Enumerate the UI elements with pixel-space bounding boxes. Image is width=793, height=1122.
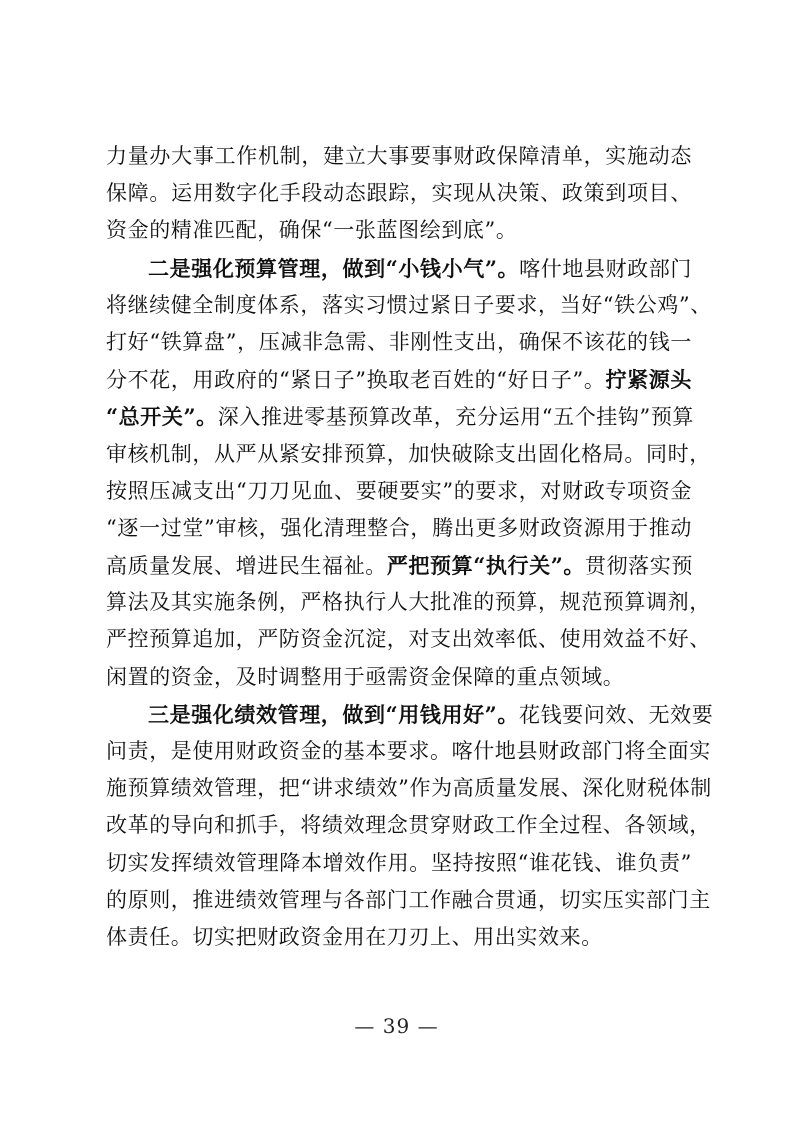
text-run: 按照压减支出“刀刀见血、要硬要实”的要求，对财政专项资金 [106,478,692,503]
text-run: 闲置的资金，及时调整用于亟需资金保障的重点领域。 [106,664,625,689]
text-line [106,733,711,770]
text-run: 算法及其实施条例，严格执行人大批准的预算，规范预算调剂， [106,590,711,615]
text-line [106,212,692,249]
text-line [106,919,692,956]
heading-run: “总开关”。 [106,404,218,430]
text-run: 分不花，用政府的“紧日子”换取老百姓的“好日子”。 [106,368,606,393]
text-run: 资金的精准匹配，确保“一张蓝图绘到底”。 [106,218,518,243]
text-run: 贯彻落实预 [584,554,693,579]
heading-run: 严把预算“执行关”。 [386,553,585,579]
text-run: 保障。运用数字化手段动态跟踪，实现从决策、政策到项目、 [106,181,692,206]
text-line [106,770,712,807]
text-line [106,361,692,398]
text-line [106,696,714,733]
text-run: 力量办大事工作机制，建立大事要事财政保障清单，实施动态 [106,144,692,168]
body-text [106,138,714,956]
text-run: “逐一过堂”审核，强化清理整合，腾出更多财政资源用于推动 [106,515,692,540]
text-run: 改革的导向和抓手，将绩效理念贯穿财政工作全过程、各领域， [106,813,711,838]
text-line [106,287,712,324]
text-line [106,138,692,175]
text-run: 切实发挥绩效管理降本增效作用。坚持按照“谁花钱、谁负责” [106,850,692,875]
text-line [106,882,711,919]
text-line [106,436,711,473]
paragraph-3 [106,696,714,956]
text-line [106,845,692,882]
text-line [106,175,692,212]
text-run: 打好“铁算盘”，压减非急需、非刚性支出，确保不该花的钱一 [106,329,692,354]
text-line [106,584,711,621]
text-line [106,398,695,435]
text-run: 将继续健全制度体系，落实习惯过紧日子要求，当好“铁公鸡”、 [106,292,712,317]
paragraph-1 [106,138,692,250]
text-run: 严控预算追加，严防资金沉淀，对支出效率低、使用效益不好、 [106,627,711,652]
heading-run: 三是强化绩效管理，做到“用钱用好”。 [148,701,519,727]
text-run: 喀什地县财政部门 [519,256,692,281]
text-line [106,473,692,510]
heading-run: 拧紧源头 [605,367,692,393]
text-run: 高质量发展、增进民生福祉。 [106,554,387,579]
text-line [106,659,692,696]
text-run: 审核机制，从严从紧安排预算，加快破除支出固化格局。同时， [106,441,711,466]
text-line [106,621,711,658]
heading-run: 二是强化预算管理，做到“小钱小气”。 [148,255,520,281]
text-line [106,547,692,584]
paragraph-2 [106,250,712,696]
text-run: 施预算绩效管理，把“讲求绩效”作为高质量发展、深化财税体制 [106,776,712,801]
page-number: — 39 — [354,1014,439,1038]
text-line [106,807,711,844]
text-run: 的原则，推进绩效管理与各部门工作融合贯通，切实压实部门主 [106,887,711,912]
text-run: 问责，是使用财政资金的基本要求。喀什地县财政部门将全面实 [106,739,711,763]
text-run: 体责任。切实把财政资金用在刀刃上、用出实效来。 [106,924,603,949]
text-line [106,250,692,287]
text-run: 花钱要问效、无效要 [518,702,714,727]
text-run: 深入推进零基预算改革，充分运用“五个挂钩”预算 [217,405,695,430]
text-line [106,510,692,547]
text-line [106,324,692,361]
